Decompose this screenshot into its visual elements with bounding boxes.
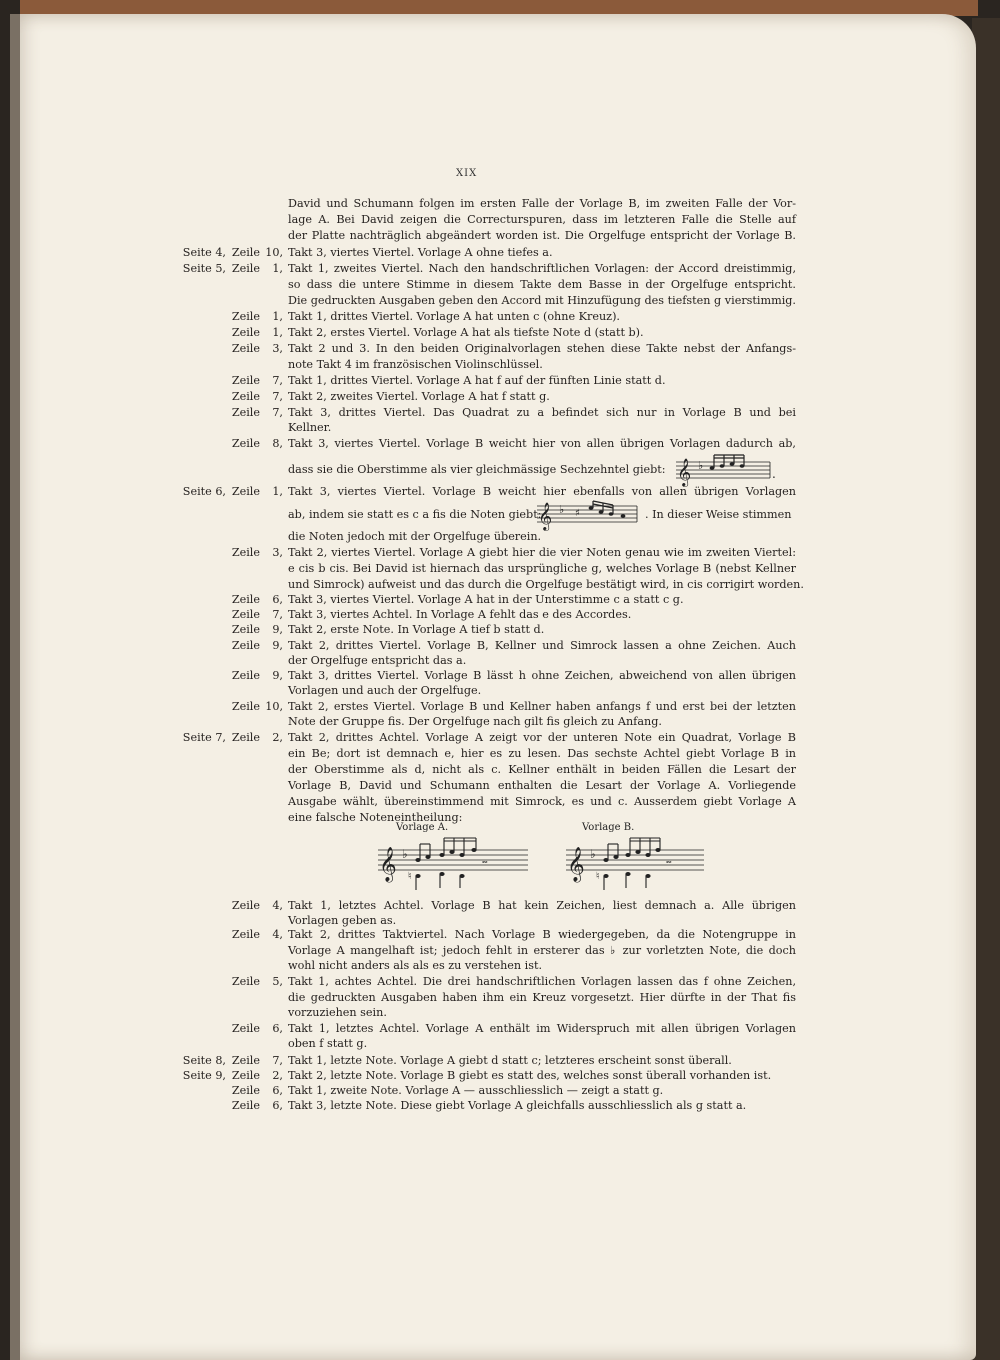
line-text: Kellner. (288, 421, 332, 434)
svg-text:♮: ♮ (596, 871, 600, 882)
example-caption-b: Vorlage B. (582, 822, 635, 833)
line-text: so dass die untere Stimme in diesem Takte dem Basse in der Orgelfuge entspricht. (288, 278, 796, 291)
zeile-number: 7, (272, 374, 283, 387)
zeile-number: 9, (272, 623, 283, 636)
zeile-number: 1, (272, 326, 283, 339)
zeile-number: 1, (272, 262, 283, 275)
zeile-label: Zeile (231, 246, 260, 259)
svg-text:𝄞: 𝄞 (379, 847, 397, 882)
svg-text:♭: ♭ (402, 847, 408, 861)
line-text: ein Be; dort ist demnach e, hier es zu lesen. Das sechste Achtel giebt Vorlage B in (288, 747, 796, 760)
music-example-vorlage-a (378, 832, 530, 898)
line-text: Takt 2 und 3. In den beiden Originalvorlagen stehen diese Takte nebst der Anfangs- (288, 342, 796, 355)
line-text: ab, indem sie statt es c a fis die Noten giebt: (288, 508, 542, 521)
line-text: Takt 1, drittes Viertel. Vorlage A hat unten c (ohne Kreuz). (288, 310, 620, 323)
line-text: Takt 2, drittes Viertel. Vorlage B, Kellner und Simrock lassen a ohne Zeichen. Auch (288, 639, 796, 652)
line-text: der Orgelfuge entspricht das a. (288, 654, 467, 667)
line-text: vorzuziehen sein. (288, 1006, 387, 1019)
line-text: der Platte nachträglich abgeändert worden ist. Die Orgelfuge entspricht der Vorlage B. (288, 229, 796, 242)
line-text: Takt 2, letzte Note. Vorlage B giebt es statt des, welches sonst überall vorhanden ist. (288, 1069, 772, 1082)
zeile-label: Zeile (231, 310, 260, 323)
zeile-number: 6, (272, 1084, 283, 1097)
line-text: Takt 1, zweites Viertel. Nach den handschriftlichen Vorlagen: der Accord dreistimmig, (288, 262, 796, 275)
line-text: Takt 2, erstes Viertel. Vorlage A hat als tiefste Note d (statt b). (288, 326, 644, 339)
seite-label: Seite 5, (182, 262, 226, 275)
music-example-2 (537, 496, 647, 532)
svg-text:𝄞: 𝄞 (677, 458, 692, 486)
line-text: . In dieser Weise stimmen (645, 508, 792, 521)
zeile-label: Zeile (231, 1099, 260, 1112)
line-text: Ausgabe wählt, übereinstimmend mit Simrock, es und c. Ausserdem giebt Vorlage A (288, 795, 796, 808)
book-gutter (10, 14, 20, 1360)
line-text: wohl nicht anders als als es zu verstehen ist. (288, 959, 543, 972)
zeile-label: Zeile (231, 899, 260, 912)
zeile-label: Zeile (231, 1084, 260, 1097)
svg-text:♮: ♮ (408, 871, 412, 882)
line-text: die gedruckten Ausgaben haben ihm ein Kreuz vorgesetzt. Hier dürfte in der That fis (288, 991, 796, 1004)
line-text: Takt 2, viertes Viertel. Vorlage A giebt hier die vier Noten genau wie im zweiten Viertel: (288, 546, 796, 559)
zeile-label: Zeile (231, 639, 260, 652)
line-text: Takt 3, viertes Viertel. Vorlage B weicht hier ebenfalls von allen übrigen Vorlagen (288, 485, 796, 498)
zeile-number: 5, (272, 975, 283, 988)
line-text: Takt 2, drittes Achtel. Vorlage A zeigt vor der unteren Note ein Quadrat, Vorlage B (288, 731, 796, 744)
svg-text:♯: ♯ (575, 508, 580, 519)
zeile-number: 2, (272, 731, 283, 744)
zeile-number: 9, (272, 669, 283, 682)
svg-text:♭: ♭ (559, 503, 565, 516)
zeile-label: Zeile (231, 485, 260, 498)
zeile-number: 3, (272, 342, 283, 355)
zeile-number: 7, (272, 390, 283, 403)
zeile-number: 7, (272, 608, 283, 621)
line-text: Vorlage A mangelhaft ist; jedoch fehlt in ersterer das ♭ zur vorletzten Note, die doch (288, 944, 796, 957)
zeile-number: 6, (272, 1099, 283, 1112)
zeile-label: Zeile (231, 928, 260, 941)
line-text: Takt 2, erstes Viertel. Vorlage B und Kellner haben anfangs f und erst bei der letzten (288, 700, 796, 713)
zeile-number: 7, (272, 1054, 283, 1067)
zeile-label: Zeile (231, 1069, 260, 1082)
zeile-number: 7, (272, 406, 283, 419)
line-text: Takt 2, erste Note. In Vorlage A tief b statt d. (288, 623, 545, 636)
zeile-number: 6, (272, 593, 283, 606)
zeile-label: Zeile (231, 546, 260, 559)
seite-label: Seite 4, (182, 246, 226, 259)
line-text: Note der Gruppe fis. Der Orgelfuge nach gilt fis gleich zu Anfang. (288, 715, 662, 728)
zeile-label: Zeile (231, 326, 260, 339)
svg-text:𝆗: 𝆗 (666, 856, 672, 867)
svg-text:𝄞: 𝄞 (567, 847, 585, 882)
zeile-number: 10, (265, 700, 283, 713)
line-text: Takt 3, letzte Note. Diese giebt Vorlage A gleichfalls ausschliesslich als g statt a. (288, 1099, 747, 1112)
line-text: note Takt 4 im französischen Violinschlüssel. (288, 358, 543, 371)
svg-text:♭: ♭ (590, 847, 596, 861)
zeile-number: 10, (265, 246, 283, 259)
line-text: Takt 1, letztes Achtel. Vorlage B hat kein Zeichen, liest demnach a. Alle übrigen (288, 899, 796, 912)
line-text: Takt 1, zweite Note. Vorlage A — ausschliesslich — zeigt a statt g. (288, 1084, 664, 1097)
zeile-number: 8, (272, 437, 283, 450)
line-text: Takt 3, viertes Viertel. Vorlage A hat in der Unterstimme c a statt c g. (288, 593, 684, 606)
music-example-vorlage-b (566, 832, 706, 898)
zeile-label: Zeile (231, 593, 260, 606)
line-text: Takt 1, achtes Achtel. Die drei handschriftlichen Vorlagen lassen das f ohne Zeichen, (288, 975, 796, 988)
page-number: XIX (456, 168, 478, 179)
line-text: Takt 3, viertes Viertel. Vorlage A ohne tiefes a. (288, 246, 553, 259)
zeile-label: Zeile (231, 1054, 260, 1067)
line-text: e cis b cis. Bei David ist hiernach das ursprüngliche g, welches Vorlage B (nebst Kellner (288, 562, 796, 575)
zeile-label: Zeile (231, 342, 260, 355)
zeile-number: 4, (272, 928, 283, 941)
line-text: Takt 2, zweites Viertel. Vorlage A hat f statt g. (288, 390, 550, 403)
zeile-label: Zeile (231, 623, 260, 636)
line-text: Takt 1, letztes Achtel. Vorlage A enthält im Widerspruch mit allen übrigen Vorlagen (288, 1022, 796, 1035)
line-text: Die gedruckten Ausgaben geben den Accord mit Hinzufügung des tiefsten g vierstimmig. (288, 294, 796, 307)
zeile-label: Zeile (231, 700, 260, 713)
line-text: Takt 1, letzte Note. Vorlage A giebt d statt c; letzteres erscheint sonst überall. (288, 1054, 732, 1067)
line-text: dass sie die Oberstimme als vier gleichmässige Sechzehntel giebt: (288, 463, 666, 476)
seite-label: Seite 6, (182, 485, 226, 498)
zeile-number: 9, (272, 639, 283, 652)
svg-text:𝆗: 𝆗 (482, 856, 488, 867)
line-text: Vorlagen geben as. (288, 914, 397, 927)
line-text: oben f statt g. (288, 1037, 368, 1050)
seite-label: Seite 9, (182, 1069, 226, 1082)
line-text: David und Schumann folgen im ersten Falle der Vorlage B, im zweiten Falle der Vor- (288, 197, 796, 210)
zeile-number: 1, (272, 310, 283, 323)
line-text: der Oberstimme als d, nicht als c. Kellner enthält in beiden Fällen die Lesart der (288, 763, 796, 776)
zeile-number: 2, (272, 1069, 283, 1082)
svg-text:.: . (772, 467, 776, 481)
line-text: Takt 3, drittes Viertel. Vorlage B lässt h ohne Zeichen, abweichend von allen übrigen (288, 669, 796, 682)
zeile-number: 1, (272, 485, 283, 498)
zeile-label: Zeile (231, 390, 260, 403)
line-text: Takt 3, viertes Viertel. Vorlage B weicht hier von allen übrigen Vorlagen dadurch ab, (288, 437, 796, 450)
line-text: Takt 1, drittes Viertel. Vorlage A hat f auf der fünften Linie statt d. (288, 374, 666, 387)
zeile-label: Zeile (231, 975, 260, 988)
zeile-label: Zeile (231, 731, 260, 744)
music-example-1 (676, 452, 786, 488)
zeile-number: 6, (272, 1022, 283, 1035)
book-right-edge (972, 18, 1000, 1360)
zeile-label: Zeile (231, 262, 260, 275)
seite-label: Seite 8, (182, 1054, 226, 1067)
zeile-label: Zeile (231, 374, 260, 387)
svg-text:♭: ♭ (698, 459, 704, 472)
zeile-label: Zeile (231, 406, 260, 419)
line-text: und Simrock) aufweist und das durch die Orgelfuge bestätigt wird, in cis corrigirt worden. (288, 578, 804, 591)
line-text: Takt 3, drittes Viertel. Das Quadrat zu a befindet sich nur in Vorlage B und bei (288, 406, 796, 419)
line-text: lage A. Bei David zeigen die Correcturspuren, dass im letzteren Falle die Stelle auf (288, 213, 796, 226)
zeile-number: 3, (272, 546, 283, 559)
line-text: Takt 3, viertes Achtel. In Vorlage A fehlt das e des Accordes. (288, 608, 632, 621)
zeile-number: 4, (272, 899, 283, 912)
zeile-label: Zeile (231, 1022, 260, 1035)
line-text: die Noten jedoch mit der Orgelfuge überein. (288, 530, 542, 543)
line-text: Vorlagen und auch der Orgelfuge. (288, 684, 482, 697)
line-text: Vorlage B, David und Schumann enthalten die Lesart der Vorlage A. Vorliegende (288, 779, 796, 792)
line-text: Takt 2, drittes Taktviertel. Nach Vorlage B wiedergegeben, da die Notengruppe in (288, 928, 796, 941)
zeile-label: Zeile (231, 669, 260, 682)
zeile-label: Zeile (231, 437, 260, 450)
seite-label: Seite 7, (182, 731, 226, 744)
line-text: eine falsche Noteneintheilung: (288, 811, 463, 824)
svg-text:𝄞: 𝄞 (538, 502, 553, 530)
example-caption-a: Vorlage A. (396, 822, 449, 833)
zeile-label: Zeile (231, 608, 260, 621)
